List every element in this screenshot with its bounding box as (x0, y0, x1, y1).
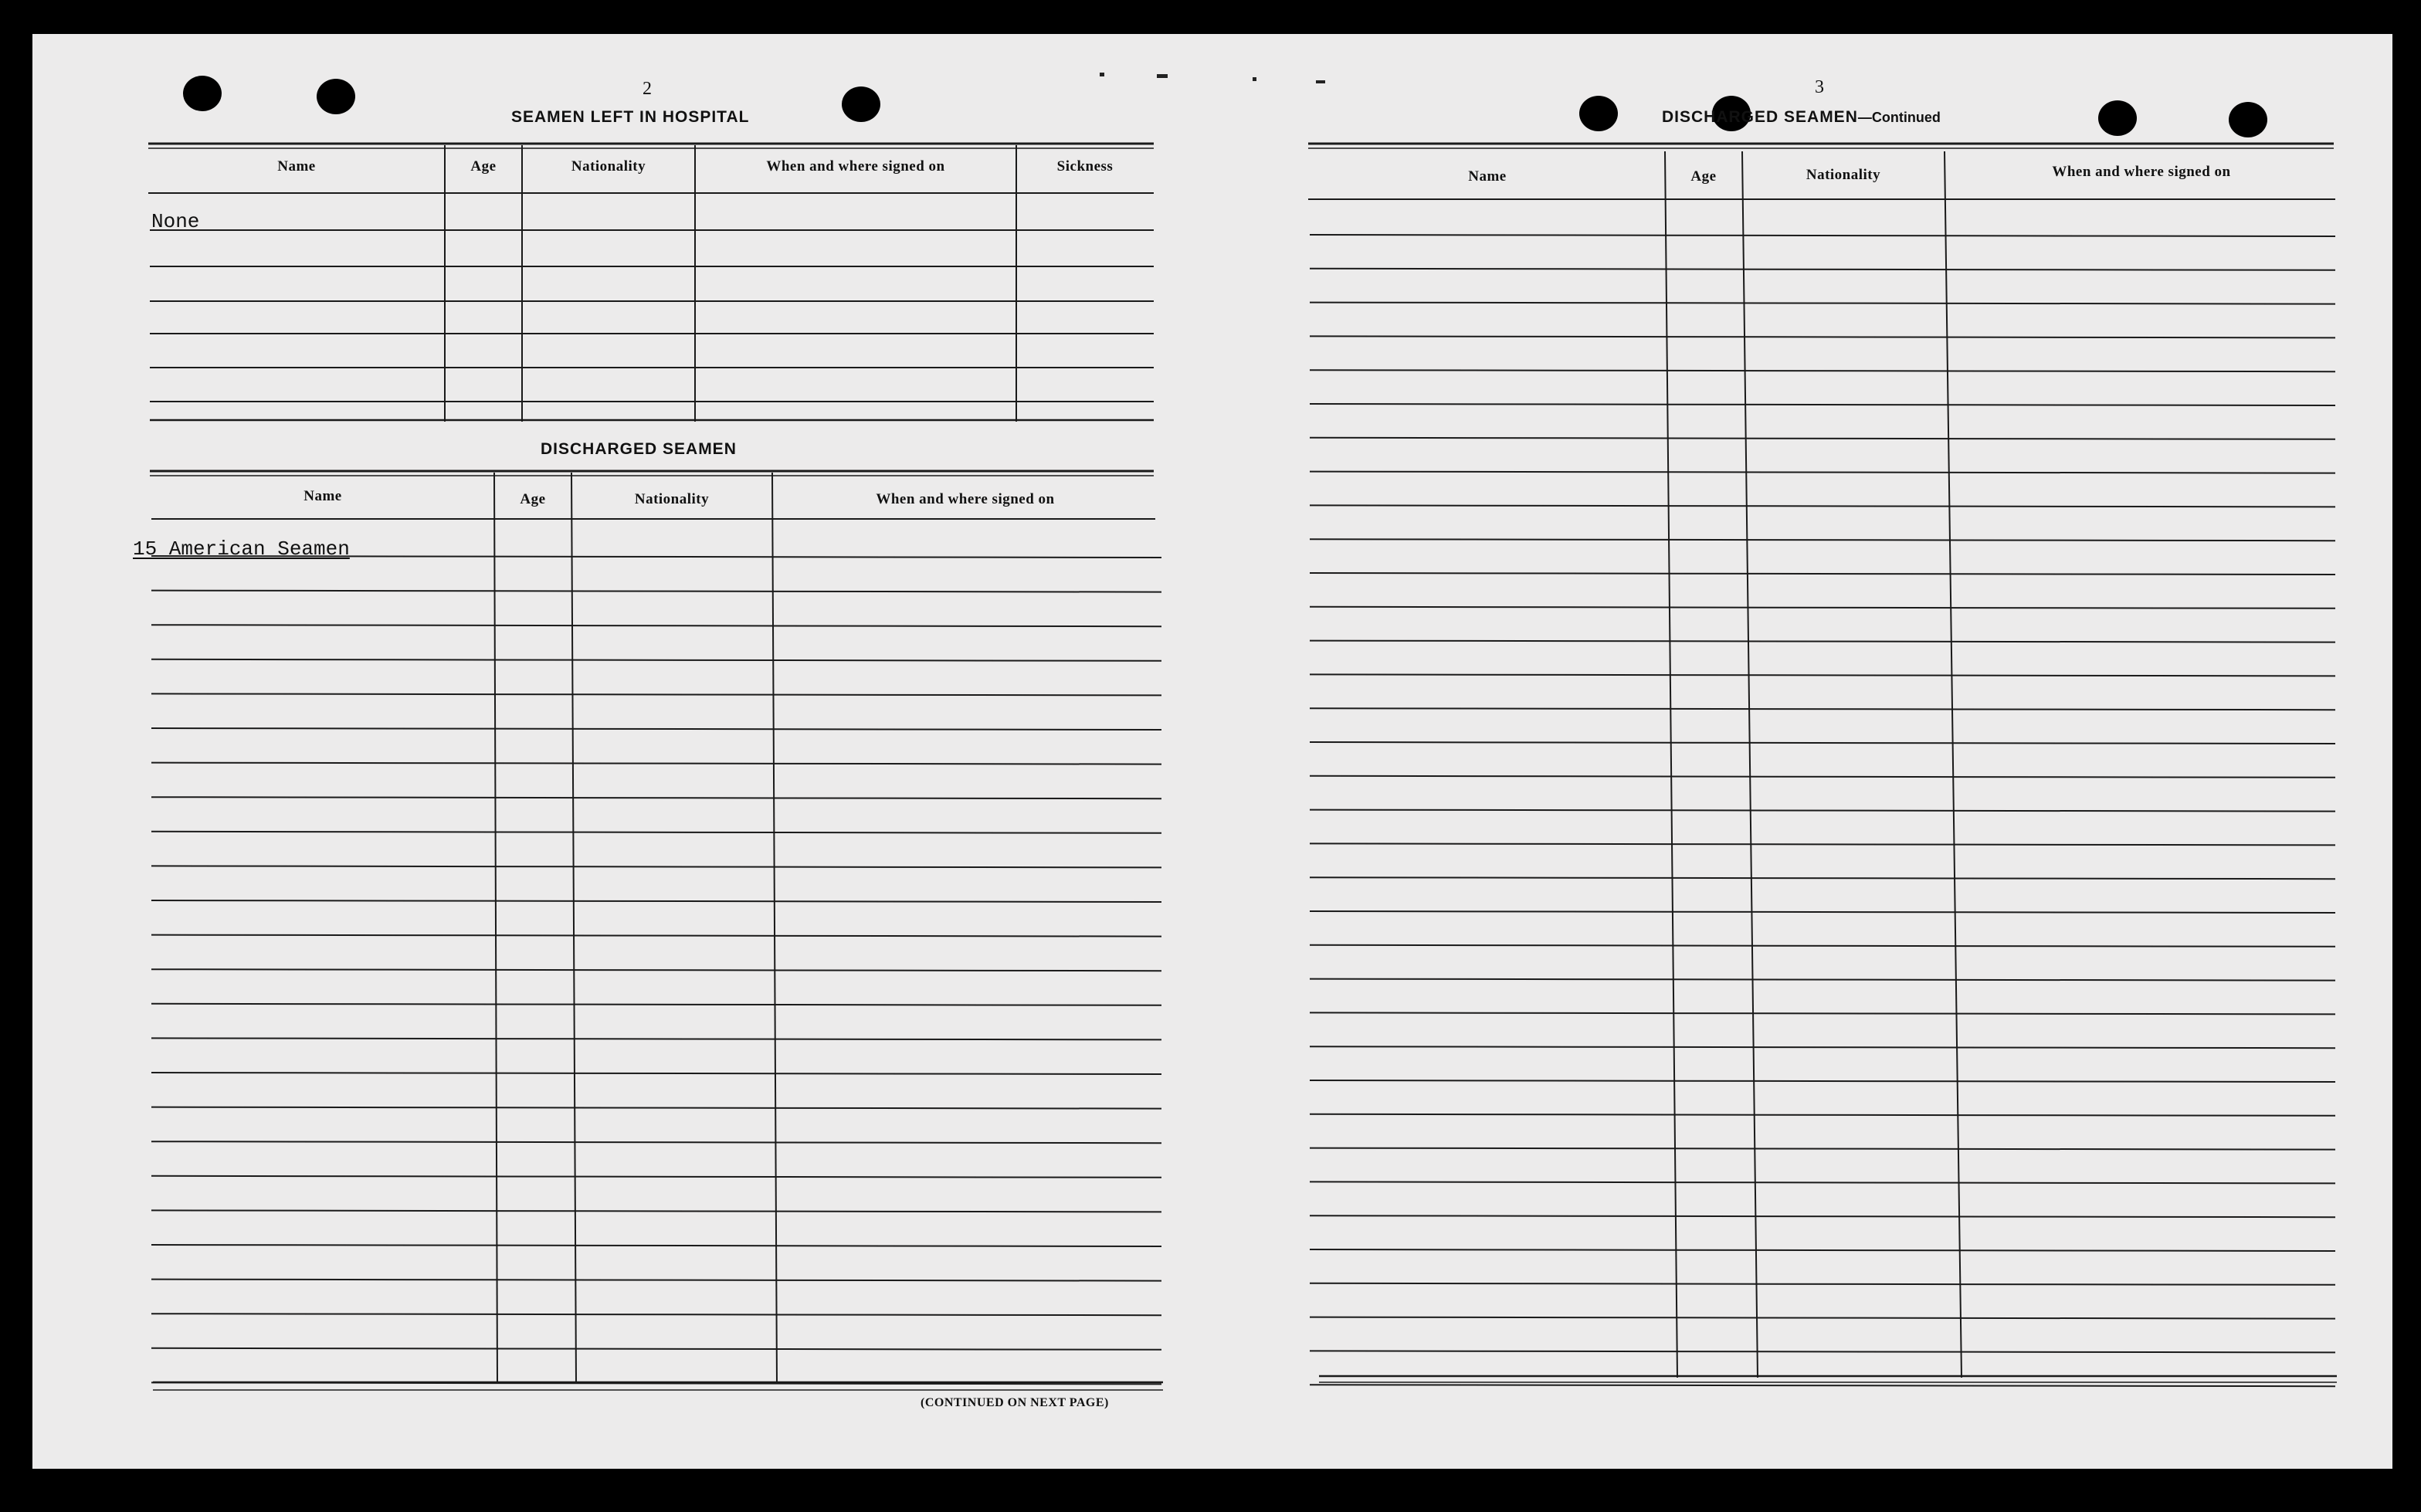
row-rule (151, 935, 1161, 937)
ink-speck (1100, 73, 1104, 76)
row-rule (1310, 404, 2335, 405)
column-rule (494, 473, 497, 1384)
row-rule (151, 832, 1161, 833)
hospital-col-age: Age (470, 158, 497, 175)
ink-speck (1157, 74, 1168, 78)
punch-hole (317, 79, 355, 114)
row-rule (1310, 1215, 2335, 1217)
row-rule (151, 1038, 1161, 1039)
row-rule (1310, 810, 2335, 812)
row-rule (1310, 945, 2335, 947)
right-col-nationality: Nationality (1806, 167, 1881, 183)
column-rule (1665, 151, 1677, 1378)
row-rule (1310, 843, 2335, 845)
punch-hole (842, 86, 880, 122)
row-rule (1310, 1148, 2335, 1150)
row-rule (1310, 877, 2335, 879)
row-rule (1310, 1114, 2335, 1116)
hospital-col-nationality: Nationality (571, 158, 646, 175)
discharged-col-age: Age (520, 491, 546, 507)
row-rule (151, 1280, 1161, 1281)
discharged-col-name: Name (303, 488, 342, 504)
ink-speck (1316, 80, 1325, 83)
row-rule (1310, 911, 2335, 913)
row-rule (151, 969, 1161, 971)
page-number: 3 (1815, 77, 1824, 97)
continued-section-title (1662, 108, 1941, 127)
row-rule (1310, 674, 2335, 676)
hospital-col-name: Name (277, 158, 316, 175)
page-number: 2 (643, 79, 652, 99)
row-rule (1310, 336, 2335, 337)
punch-hole (183, 76, 222, 111)
right-col-age: Age (1690, 168, 1717, 185)
ink-speck (1253, 77, 1256, 81)
row-rule (151, 1210, 1161, 1212)
column-rule (1742, 151, 1758, 1378)
row-rule (1310, 1317, 2335, 1319)
hospital-col-sickness: Sickness (1056, 158, 1114, 175)
right-col-signed-on: When and where signed on (2052, 164, 2231, 180)
row-rule (1310, 370, 2335, 371)
row-rule (151, 1176, 1161, 1178)
row-rule (151, 659, 1161, 661)
hospital-section-title: SEAMEN LEFT IN HOSPITAL (511, 108, 750, 126)
row-rule (1310, 742, 2335, 744)
row-rule (151, 1004, 1161, 1005)
row-rule (1310, 235, 2335, 236)
hospital-entry: None (151, 210, 200, 233)
row-rule (1310, 1012, 2335, 1014)
hospital-col-signed-on: When and where signed on (766, 158, 945, 175)
discharged-col-nationality: Nationality (634, 491, 710, 507)
row-rule (151, 1314, 1161, 1315)
row-rule (1310, 607, 2335, 609)
row-rule (1310, 1249, 2335, 1251)
row-rule (151, 625, 1161, 626)
discharged-entry: 15 American Seamen (133, 537, 350, 561)
row-rule (1310, 1046, 2335, 1048)
row-rule (1310, 979, 2335, 981)
column-rule (1945, 151, 1962, 1378)
row-rule (151, 866, 1161, 867)
row-rule (1310, 641, 2335, 642)
row-rule (1310, 708, 2335, 710)
discharged-section-title: DISCHARGED SEAMEN (541, 440, 737, 458)
continued-label: —Continued (1857, 110, 1941, 125)
row-rule (1310, 303, 2335, 304)
row-rule (1310, 1080, 2335, 1082)
punch-hole (1579, 96, 1618, 131)
continued-note: (CONTINUED ON NEXT PAGE) (921, 1396, 1109, 1409)
row-rule (151, 900, 1161, 902)
row-rule (1310, 539, 2335, 541)
row-rule (151, 797, 1161, 798)
row-rule (151, 1348, 1161, 1350)
row-rule (1310, 776, 2335, 778)
column-rule (571, 473, 576, 1384)
row-rule (1310, 573, 2335, 575)
row-rule (1310, 1283, 2335, 1285)
row-rule (151, 1073, 1161, 1074)
row-rule (151, 591, 1161, 592)
discharged-col-signed-on: When and where signed on (876, 491, 1055, 507)
row-rule (1310, 472, 2335, 473)
row-rule (151, 1245, 1161, 1246)
row-rule (151, 693, 1161, 695)
row-rule (1310, 505, 2335, 507)
column-rule (772, 473, 777, 1384)
row-rule (1310, 438, 2335, 439)
continued-section-title-main: DISCHARGED SEAMEN (1662, 108, 1858, 126)
row-rule (1310, 1351, 2335, 1352)
row-rule (151, 728, 1161, 730)
punch-hole (2229, 102, 2267, 137)
row-rule (151, 1141, 1161, 1143)
row-rule (1310, 1385, 2335, 1386)
row-rule (151, 1107, 1161, 1109)
right-col-name: Name (1468, 168, 1507, 185)
row-rule (1310, 1181, 2335, 1183)
row-rule (1310, 269, 2335, 270)
punch-hole (2098, 100, 2137, 136)
row-rule (151, 763, 1161, 764)
